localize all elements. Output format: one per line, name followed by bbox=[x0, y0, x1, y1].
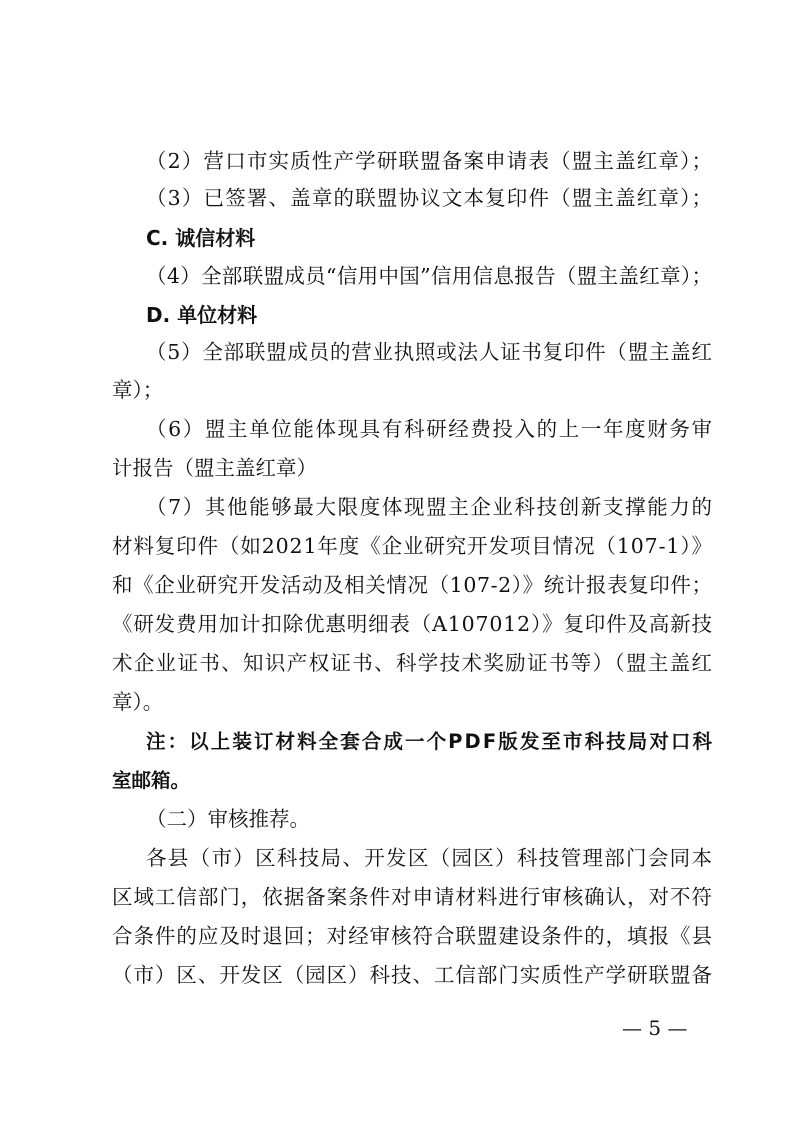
text-line-content: 计报告（盟主盖红章） bbox=[112, 456, 317, 480]
text-line-content: （6）盟主单位能体现具有科研经费投入的上一年度财务审 bbox=[146, 417, 714, 441]
text-line-content: （5）全部联盟成员的营业执照或法人证书复印件（盟主盖红 bbox=[146, 340, 713, 364]
text-line-13 bbox=[112, 606, 712, 642]
note-text: 注：以上装订材料全套合成一个PDF版发至市科技局对口科 bbox=[146, 730, 715, 753]
text-line-content: （2）营口市实质性产学研联盟备案申请表（盟主盖红章）； bbox=[146, 149, 714, 173]
text-line-content: （3）已签署、盖章的联盟协议文本复印件（盟主盖红章）； bbox=[146, 186, 714, 210]
text-line-11 bbox=[112, 528, 712, 564]
text-line-content: 和《企业研究开发活动及相关情况（107-2）》统计报表复印件； bbox=[112, 573, 713, 597]
text-line-content: 术企业证书、知识产权证书、科学技术奖励证书等）（盟主盖红 bbox=[112, 651, 714, 675]
note-line-2 bbox=[112, 763, 712, 799]
note-text: 室邮箱。 bbox=[112, 769, 191, 792]
text-line-22 bbox=[112, 957, 712, 993]
text-line-6 bbox=[146, 334, 712, 370]
text-line-content: 材料复印件（如2021年度《企业研究开发项目情况（107-1）》 bbox=[112, 534, 713, 558]
text-line-14 bbox=[112, 645, 712, 681]
text-line-content: 章）； bbox=[112, 378, 164, 402]
text-line-20 bbox=[112, 879, 712, 915]
text-line-content: 章）。 bbox=[112, 690, 164, 714]
text-line-9 bbox=[112, 450, 712, 486]
text-line-content: 合条件的应及时退回；对经审核符合联盟建设条件的，填报《县 bbox=[112, 924, 713, 948]
text-line-21 bbox=[112, 918, 712, 954]
section-heading-d bbox=[146, 297, 712, 333]
text-line-4 bbox=[146, 258, 712, 294]
section-heading-c bbox=[146, 220, 712, 256]
page-number: — 5 — bbox=[622, 1016, 688, 1040]
text-line-12 bbox=[112, 567, 712, 603]
text-line-1 bbox=[146, 143, 712, 179]
text-line-7 bbox=[112, 372, 712, 408]
heading-text: D. 单位材料 bbox=[146, 303, 258, 327]
subsection-heading bbox=[146, 801, 712, 837]
text-line-19 bbox=[146, 840, 712, 876]
note-line-1 bbox=[146, 724, 715, 760]
text-line-2 bbox=[146, 180, 712, 216]
heading-text: C. 诚信材料 bbox=[146, 226, 256, 250]
text-line-content: （4）全部联盟成员“信用中国”信用信息报告（盟主盖红章）； bbox=[146, 264, 713, 288]
text-line-15 bbox=[112, 684, 712, 720]
text-line-content: 《研发费用加计扣除优惠明细表（A107012）》复印件及高新技 bbox=[112, 612, 713, 636]
text-line-content: 区域工信部门，依据备案条件对申请材料进行审核确认，对不符 bbox=[112, 885, 713, 909]
text-line-content: 各县（市）区科技局、开发区（园区）科技管理部门会同本 bbox=[146, 846, 714, 870]
text-line-content: （7）其他能够最大限度体现盟主企业科技创新支撑能力的 bbox=[146, 495, 714, 519]
text-line-10 bbox=[146, 489, 712, 525]
text-line-content: （市）区、开发区（园区）科技、工信部门实质性产学研联盟备 bbox=[112, 963, 713, 987]
text-line-8 bbox=[146, 411, 712, 447]
subsection-text: （二）审核推荐。 bbox=[146, 807, 310, 831]
